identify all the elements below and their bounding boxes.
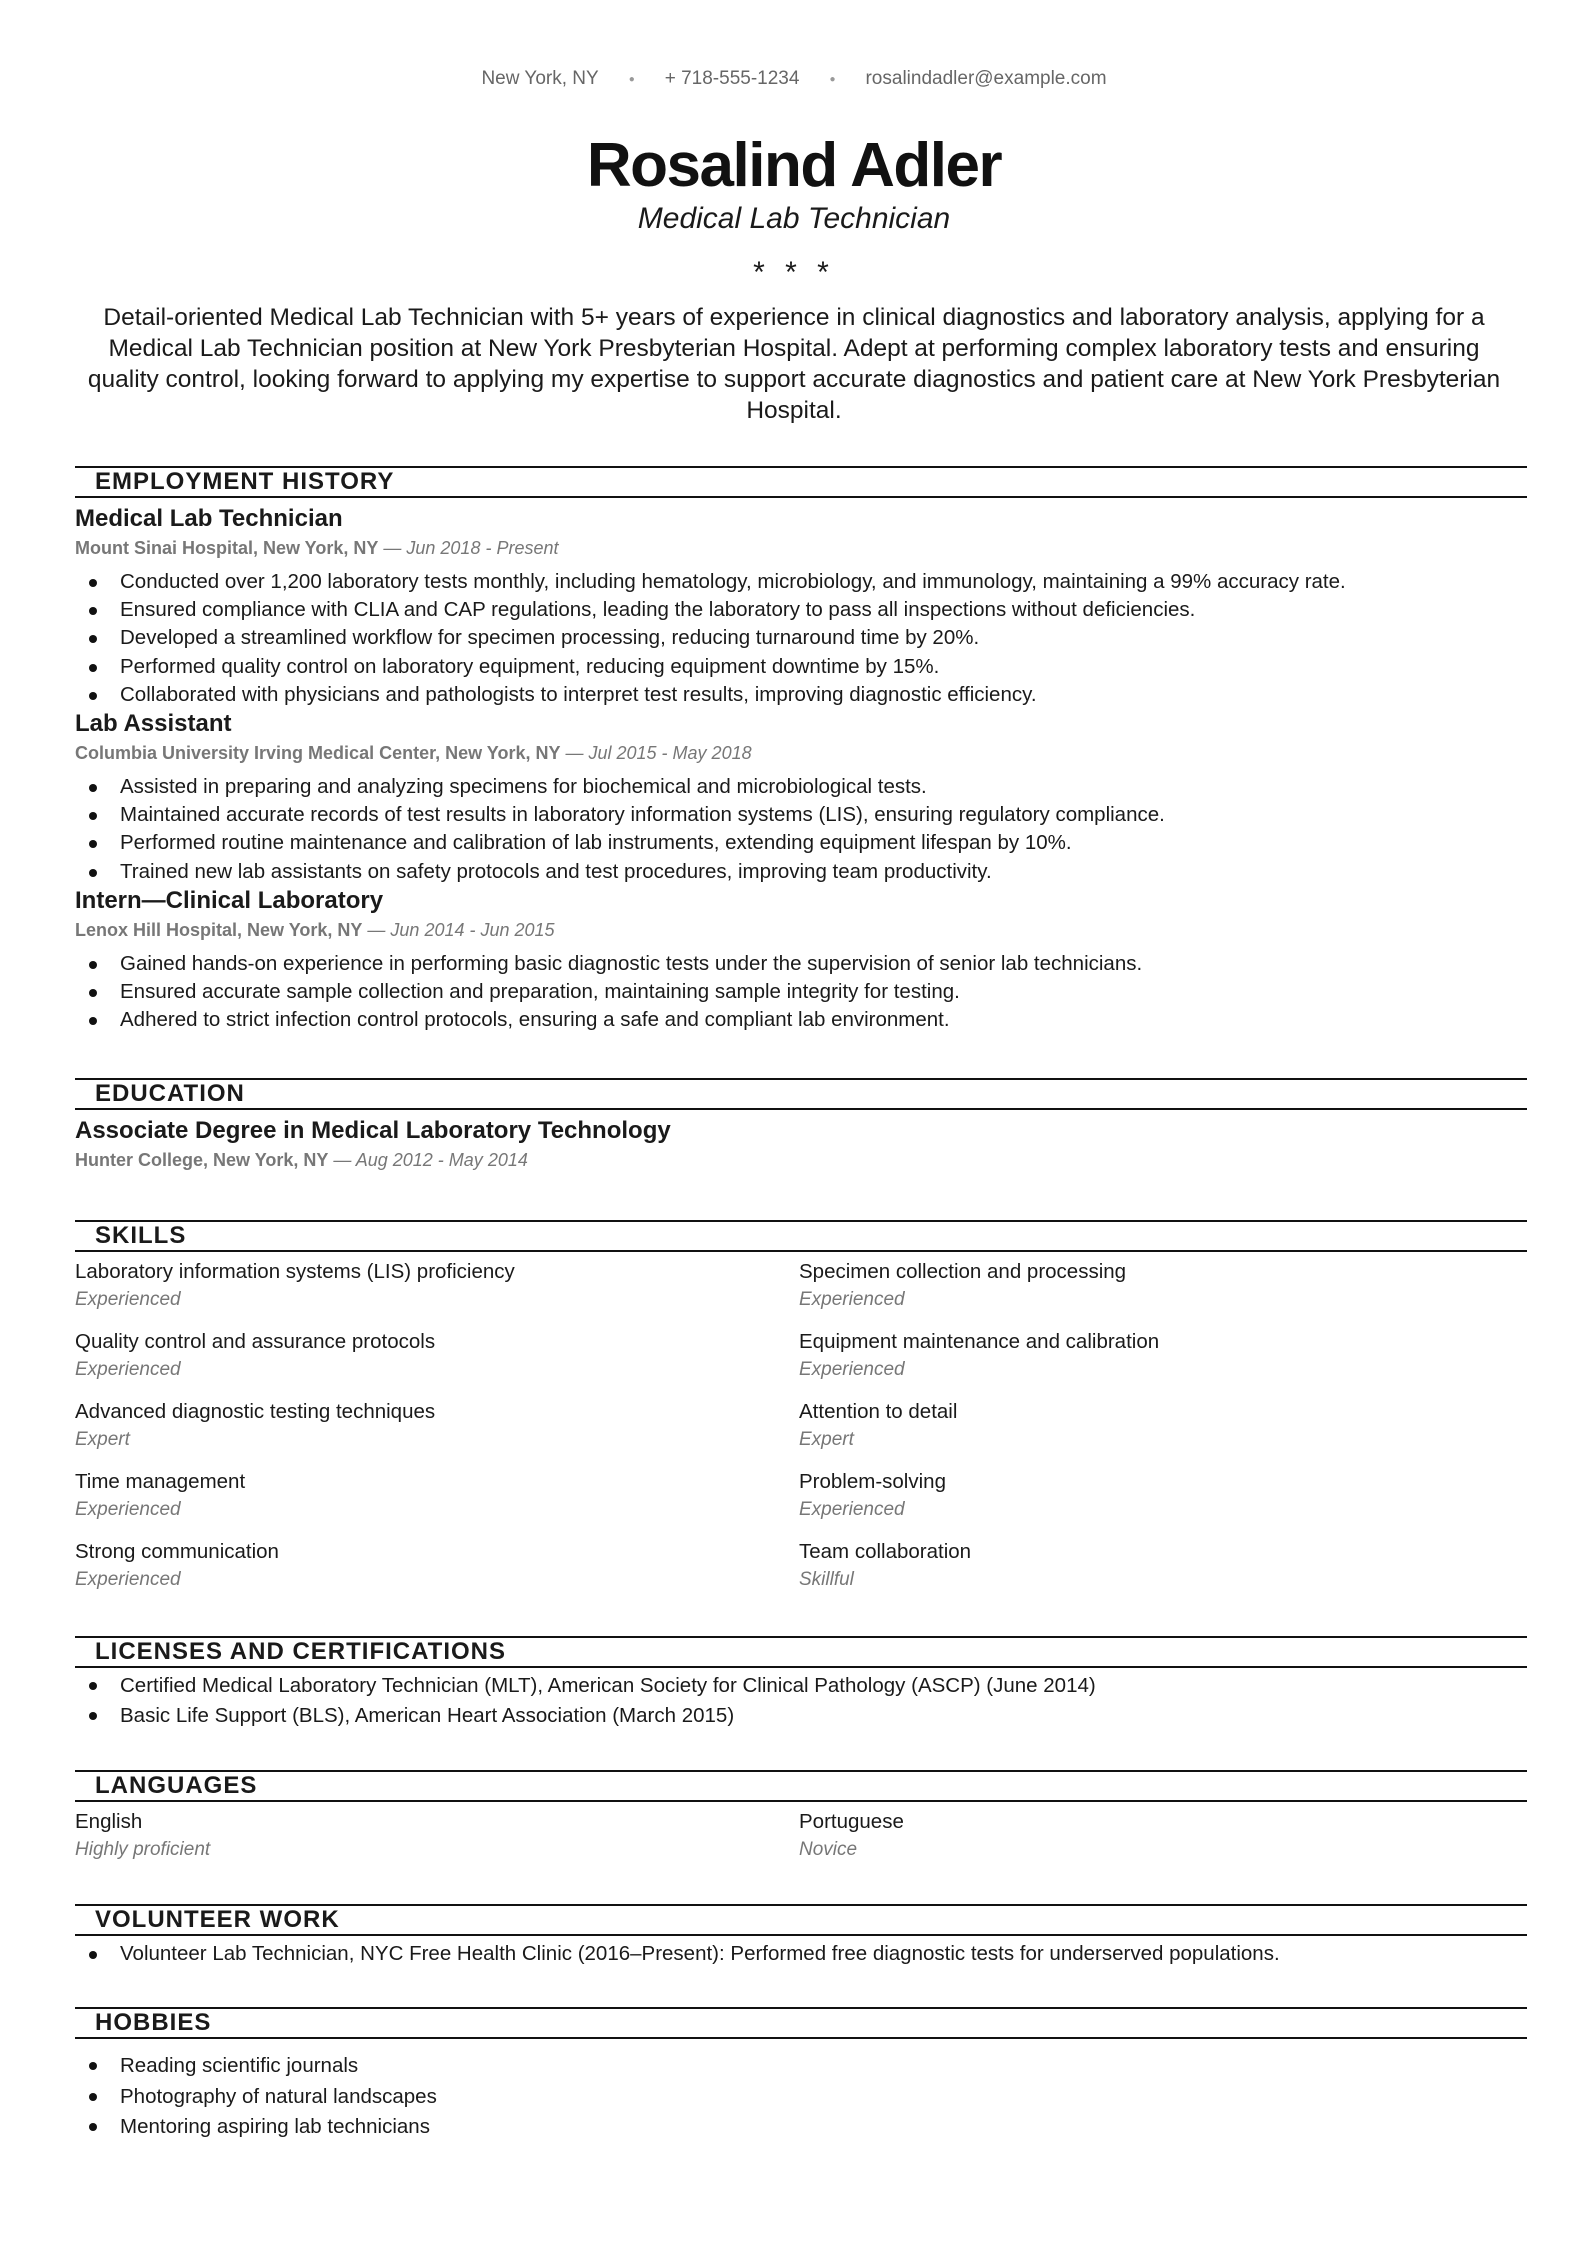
item-name: Equipment maintenance and calibration — [799, 1330, 1160, 1353]
bullet-list — [75, 568, 1527, 709]
item-level: Experienced — [75, 1289, 181, 1310]
bullet-item: Collaborated with physicians and pathologists to interpret test results, improving diagnostic efficiency. — [75, 681, 1527, 709]
email: rosalindadler@example.com — [865, 68, 1107, 89]
list-item: Photography of natural landscapes — [75, 2082, 1527, 2113]
position-title: Medical Lab Technician — [75, 505, 343, 532]
job-meta — [75, 739, 1527, 767]
licenses-section — [75, 1636, 1527, 1731]
bullet-list — [75, 950, 1527, 1035]
skill-item — [75, 1468, 799, 1538]
divider-stars: * * * — [753, 256, 835, 289]
contact-line — [0, 68, 1588, 90]
section-heading: LANGUAGES — [75, 1770, 1527, 1802]
volunteer-section — [75, 1904, 1527, 1968]
skill-item — [799, 1328, 1523, 1398]
separator-dot-icon: ● — [829, 73, 836, 85]
item-name: Advanced diagnostic testing techniques — [75, 1400, 436, 1423]
item-name: English — [75, 1810, 143, 1833]
skills-section — [75, 1220, 1527, 1608]
bullet-item: Gained hands-on experience in performing basic diagnostic tests under the supervision of senior lab technicians. — [75, 950, 1527, 978]
job-meta — [75, 916, 1527, 944]
item-level: Experienced — [799, 1499, 905, 1520]
languages-section — [75, 1770, 1527, 1878]
section-heading: VOLUNTEER WORK — [75, 1904, 1527, 1936]
dates: — Jul 2015 - May 2018 — [565, 743, 752, 764]
skill-item — [799, 1468, 1523, 1538]
skill-item — [799, 1398, 1523, 1468]
employer: Columbia University Irving Medical Center, New York, NY — [75, 743, 561, 764]
item-name: Team collaboration — [799, 1540, 972, 1563]
dates: — Jun 2014 - Jun 2015 — [367, 919, 555, 940]
skill-item — [75, 1258, 799, 1328]
language-item — [75, 1808, 799, 1878]
item-level: Novice — [799, 1839, 858, 1860]
job-title: Medical Lab Technician — [637, 202, 951, 235]
bullet-list — [75, 773, 1527, 886]
separator-dot-icon: ● — [628, 73, 635, 85]
job-meta — [75, 534, 1527, 562]
item-level: Skillful — [799, 1569, 854, 1590]
dates: — Aug 2012 - May 2014 — [333, 1150, 528, 1170]
bullet-item: Assisted in preparing and analyzing specimens for biochemical and microbiological tests. — [75, 773, 1527, 801]
list-item: Certified Medical Laboratory Technician (MLT), American Society for Clinical Pathology (ASCP) (June 2014) — [75, 1671, 1527, 1701]
item-level: Experienced — [75, 1569, 181, 1590]
item-name: Quality control and assurance protocols — [75, 1330, 436, 1353]
employment-section — [75, 466, 1527, 1034]
skill-item — [799, 1258, 1523, 1328]
education-meta — [75, 1146, 1527, 1174]
education-section — [75, 1078, 1527, 1174]
employer: Mount Sinai Hospital, New York, NY — [75, 538, 379, 558]
phone: + 718-555-1234 — [664, 68, 800, 89]
bullet-item: Ensured compliance with CLIA and CAP regulations, leading the laboratory to pass all inspections without deficiencies. — [75, 596, 1527, 624]
degree: Associate Degree in Medical Laboratory Technology — [75, 1117, 671, 1144]
bullet-item: Adhered to strict infection control protocols, ensuring a safe and compliant lab environment. — [75, 1006, 1527, 1034]
section-heading: SKILLS — [75, 1220, 1527, 1252]
position-title: Intern—Clinical Laboratory — [75, 886, 384, 914]
dates: — Jun 2018 - Present — [383, 538, 559, 558]
item-level: Experienced — [75, 1499, 181, 1520]
item-name: Problem-solving — [799, 1470, 946, 1493]
section-heading: LICENSES AND CERTIFICATIONS — [75, 1636, 1527, 1668]
item-name: Specimen collection and processing — [799, 1260, 1127, 1283]
bullet-item: Ensured accurate sample collection and preparation, maintaining sample integrity for testing. — [75, 978, 1527, 1006]
bullet-item: Performed quality control on laboratory equipment, reducing equipment downtime by 15%. — [75, 653, 1527, 681]
item-level: Experienced — [799, 1359, 905, 1380]
bullet-item: Trained new lab assistants on safety protocols and test procedures, improving team productivity. — [75, 858, 1527, 886]
list-item: Basic Life Support (BLS), American Heart Association (March 2015) — [75, 1701, 1527, 1731]
language-item — [799, 1808, 1523, 1878]
summary: Detail-oriented Medical Lab Technician with 5+ years of experience in clinical diagnostics and laboratory analysis, applying for a Medical Lab Technician position at New York Presbyterian Hospital. Adept at performing complex laboratory tests and ensuring quality control, looking forward to applying my expertise to support accurate diagnostics and patient care at New York Presbyterian Hospital. — [87, 304, 1501, 424]
item-name: Laboratory information systems (LIS) proficiency — [75, 1260, 515, 1283]
section-heading: EDUCATION — [75, 1078, 1527, 1110]
list-item: Reading scientific journals — [75, 2051, 1527, 2082]
location: New York, NY — [481, 68, 599, 89]
item-level: Experienced — [799, 1289, 905, 1310]
skill-item — [75, 1328, 799, 1398]
item-name: Strong communication — [75, 1540, 279, 1563]
school: Hunter College, New York, NY — [75, 1150, 329, 1170]
position-title: Lab Assistant — [75, 710, 232, 738]
skill-item — [75, 1538, 799, 1608]
list-item: Mentoring aspiring lab technicians — [75, 2112, 1527, 2143]
list-item: Volunteer Lab Technician, NYC Free Health Clinic (2016–Present): Performed free diagnostic tests for underserved populations. — [75, 1940, 1527, 1968]
item-level: Expert — [75, 1429, 130, 1450]
item-name: Time management — [75, 1470, 246, 1493]
section-heading: HOBBIES — [75, 2007, 1527, 2039]
item-level: Expert — [799, 1429, 854, 1450]
skill-item — [799, 1538, 1523, 1608]
section-heading: EMPLOYMENT HISTORY — [75, 466, 1527, 498]
item-name: Portuguese — [799, 1810, 904, 1833]
skill-item — [75, 1398, 799, 1468]
bullet-item: Conducted over 1,200 laboratory tests monthly, including hematology, microbiology, and immunology, maintaining a 99% accuracy rate. — [75, 568, 1527, 596]
item-level: Experienced — [75, 1359, 181, 1380]
bullet-item: Maintained accurate records of test results in laboratory information systems (LIS), ensuring regulatory compliance. — [75, 801, 1527, 829]
item-name: Attention to detail — [799, 1400, 958, 1423]
candidate-name: Rosalind Adler — [586, 131, 1002, 200]
item-level: Highly proficient — [75, 1839, 211, 1860]
bullet-item: Performed routine maintenance and calibration of lab instruments, extending equipment lifespan by 10%. — [75, 829, 1527, 857]
hobbies-section — [75, 2007, 1527, 2143]
bullet-item: Developed a streamlined workflow for specimen processing, reducing turnaround time by 20%. — [75, 624, 1527, 652]
employer: Lenox Hill Hospital, New York, NY — [75, 919, 363, 940]
